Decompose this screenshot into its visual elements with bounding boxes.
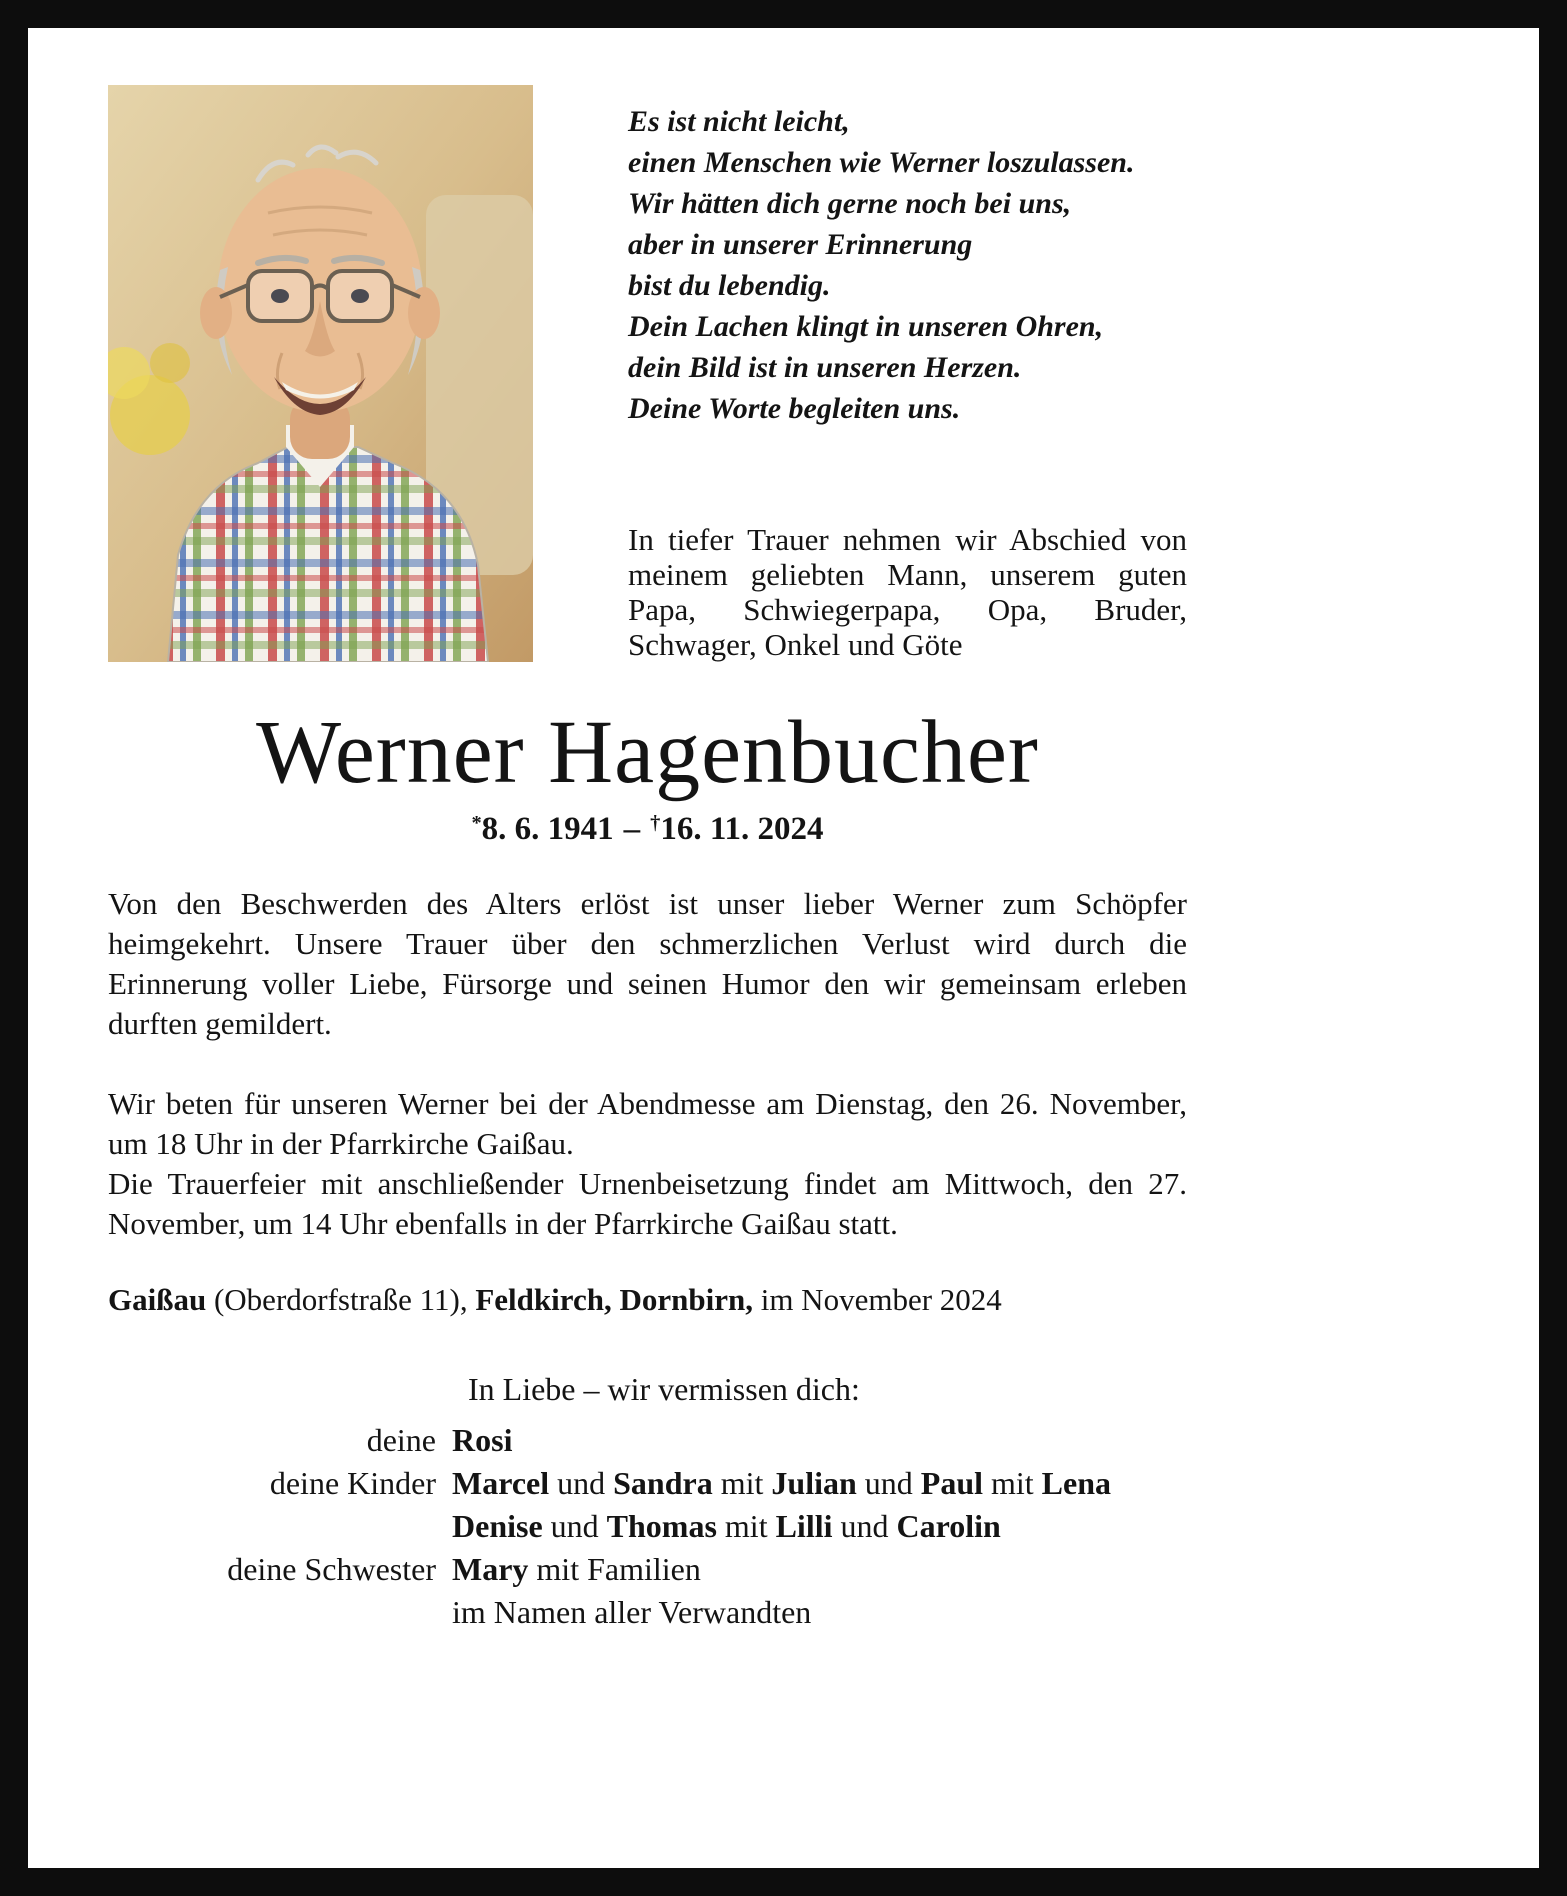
poem-line: bist du lebendig. <box>628 269 831 302</box>
portrait-photo <box>108 85 533 662</box>
service-announcement-mass: Wir beten für unseren Werner bei der Abendmesse am Dienstag, den 26. November, um 18 Uhr in der Pfarrkirche Gaißau. <box>108 1085 1187 1161</box>
deceased-name: Werner Hagenbucher <box>256 703 1039 802</box>
signature-relation-label: deine <box>366 1421 436 1458</box>
signature-names: Rosi <box>452 1421 513 1458</box>
poem-line: einen Menschen wie Werner loszulassen. <box>628 146 1135 179</box>
farewell-heading: In Liebe – wir vermissen dich: <box>468 1370 860 1407</box>
poem-line: Deine Worte begleiten uns. <box>628 392 961 425</box>
signature-row <box>108 1591 1187 1634</box>
poem-line: Dein Lachen klingt in unseren Ohren, <box>628 310 1104 343</box>
portrait-photo-illustration <box>108 85 533 662</box>
signature-relation-label <box>108 1591 452 1634</box>
memorial-poem <box>628 101 1187 429</box>
mourning-intro-text: In tiefer Trauer nehmen wir Abschied von meinem geliebten Mann, unserem guten Papa, Schwiegerpapa, Opa, Bruder, Schwager, Onkel und Göte <box>628 522 1187 662</box>
service-announcement-funeral: Die Trauerfeier mit anschließender Urnenbeisetzung findet am Mittwoch, den 27. November, um 14 Uhr ebenfalls in der Pfarrkirche Gaißau statt. <box>108 1165 1187 1241</box>
top-right-column <box>628 85 1187 662</box>
poem-line: Wir hätten dich gerne noch bei uns, <box>628 187 1072 220</box>
location-date-line: Gaißau (Oberdorfstraße 11), Feldkirch, Dornbirn, im November 2024 <box>108 1281 1002 1317</box>
signature-relation-label: deine Schwester <box>227 1550 436 1587</box>
signature-row <box>108 1462 1187 1505</box>
birth-date: 8. 6. 1941 <box>481 810 614 847</box>
poem-line: aber in unserer Erinnerung <box>628 228 973 261</box>
signature-names: Marcel und Sandra mit Julian und Paul mit Lena <box>452 1464 1112 1501</box>
birth-symbol: * <box>471 811 482 834</box>
signature-row <box>108 1505 1187 1548</box>
top-section <box>108 85 1187 662</box>
signature-names: im Namen aller Verwandten <box>452 1593 812 1630</box>
signature-names: Mary mit Familien <box>452 1550 701 1587</box>
signature-row <box>108 1419 1187 1462</box>
death-date: 16. 11. 2024 <box>660 810 824 847</box>
poem-line: Es ist nicht leicht, <box>628 105 850 138</box>
signature-row <box>108 1548 1187 1591</box>
obituary-paragraph: Von den Beschwerden des Alters erlöst ist unser lieber Werner zum Schöpfer heimgekehrt. Unsere Trauer über den schmerzlichen Verlust wird durch die Erinnerung voller Liebe, Fürsorge und seinen Humor den wir gemeinsam erleben durften gemildert. <box>108 885 1187 1041</box>
life-dates <box>108 811 1187 848</box>
dates-separator: – <box>623 810 641 847</box>
signature-names: Denise und Thomas mit Lilli und Carolin <box>452 1507 1001 1544</box>
signature-block <box>108 1419 1187 1634</box>
signature-relation-label <box>108 1505 452 1548</box>
signature-relation-label: deine Kinder <box>269 1464 436 1501</box>
poem-line: dein Bild ist in unseren Herzen. <box>628 351 1022 384</box>
death-symbol: † <box>650 811 661 834</box>
obituary-page <box>28 28 1539 1868</box>
